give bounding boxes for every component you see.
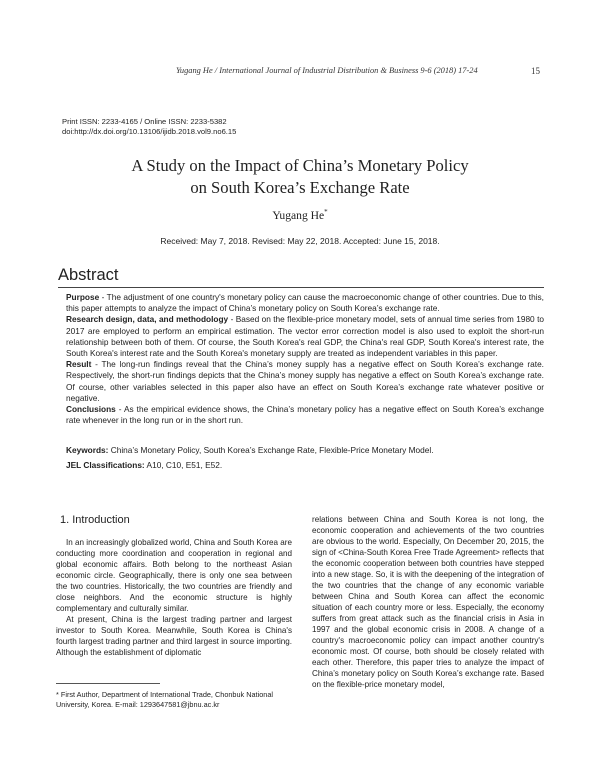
title-line-2: on South Korea’s Exchange Rate bbox=[190, 178, 410, 197]
abstract-body bbox=[66, 292, 544, 426]
design-label: Research design, data, and methodology bbox=[66, 314, 229, 325]
conclusions-text: - As the empirical evidence shows, the China’s monetary policy has a negative effect on South Korea’s exchange rate whenever in the long run or in the short run. bbox=[66, 404, 544, 426]
jel-label: JEL Classifications: bbox=[66, 460, 145, 470]
result-label: Result bbox=[66, 359, 92, 370]
jel-classifications bbox=[66, 460, 544, 471]
intro-paragraph-1: In an increasingly globalized world, China and South Korea are conducting more coordination and cooperation in regional and global economic affairs. Both belong to the northeast Asian economic circle. Geographically, there is only one sea between the two countries. Historically, the two countries are friendly and close neighbors. And the economic structure is highly complementary and culturally similar. bbox=[56, 538, 292, 613]
doi-link[interactable]: doi:http://dx.doi.org/10.13106/ijidb.2018.vol9.no6.15 bbox=[62, 127, 237, 136]
footnote-rule bbox=[56, 683, 160, 684]
right-column bbox=[312, 514, 544, 690]
conclusions-label: Conclusions bbox=[66, 404, 116, 415]
abstract-conclusions bbox=[66, 404, 544, 426]
submission-dates: Received: May 7, 2018. Revised: May 22, 2018. Accepted: June 15, 2018. bbox=[160, 236, 440, 246]
section-heading-introduction: 1. Introduction bbox=[60, 514, 130, 526]
jel-text: A10, C10, E51, E52. bbox=[144, 460, 223, 470]
author-footnote: * First Author, Department of International Trade, Chonbuk National University, Korea. E-mail: 1293647581@jbnu.ac.kr bbox=[56, 690, 273, 709]
abstract-rule bbox=[58, 287, 544, 288]
abstract-heading: Abstract bbox=[58, 266, 119, 284]
purpose-text: - The adjustment of one country's monetary policy can cause the macroeconomic change of other countries. Due to this, this paper attempts to analyze the impact of China’s monetary policy on South Korea’s exchange rate. bbox=[66, 292, 544, 314]
intro-paragraph-right: relations between China and South Korea is not long, the economic cooperation and achievements of the two countries are obvious to the world. Especially, On December 20, 2015, the sign of <China-South Korea Free Trade Agreement> reflects that the economic cooperation between both countries have stepped into a new stage. So, it is with the deepening of the integration of the two countries that the change of any economic variable between China and South Korea can affect the economic situation of each country more or less. Especially, the economy suffers from great attack such as the financial crisis in Asia in 1997 and the global economic crisis in 2008. A change of a country's macroeconomic policy can impact another country's economic most. Of course, both should be closely related with each other. Therefore, this paper tries to analyze the impact of China’s monetary policy on South Korea’s exchange rate. Based on the flexible-price monetary model, bbox=[312, 515, 544, 689]
keywords bbox=[66, 445, 544, 456]
author-name: Yugang He bbox=[272, 208, 325, 222]
abstract-design bbox=[66, 314, 544, 359]
intro-paragraph-2: At present, China is the largest trading partner and largest investor to South Korea. Meanwhile, South Korea is China's fourth largest trading partner and third largest in source importing. Although the establishment of diplomatic bbox=[56, 615, 292, 657]
author-mark: * bbox=[324, 208, 328, 216]
title-line-1: A Study on the Impact of China’s Monetary Policy bbox=[131, 156, 469, 175]
abstract-purpose bbox=[66, 292, 544, 314]
page-number: 15 bbox=[531, 66, 540, 76]
left-column bbox=[56, 537, 292, 658]
abstract-result bbox=[66, 359, 544, 404]
purpose-label: Purpose bbox=[66, 292, 100, 302]
design-text: - Based on the flexible-price monetary model, sets of annual time series from 1980 to 2017 are employed to perform an empirical estimation. The vector error correction model is also used to exploit the short-run relationship between both of them. Of course, the South Korea's real GDP, the China's real GDP, South Korea's interest rate, the South Korea's interest rate and the South Korea's monetary supply are treated as independent variables in this paper. bbox=[66, 314, 544, 359]
keywords-label: Keywords: bbox=[66, 445, 109, 455]
paper-title bbox=[60, 155, 540, 199]
issn-line: Print ISSN: 2233-4165 / Online ISSN: 2233-5382 bbox=[62, 117, 227, 126]
running-head-text: Yugang He / International Journal of Industrial Distribution & Business 9-6 (2018) 17-24 bbox=[176, 66, 478, 75]
keywords-block bbox=[66, 445, 544, 475]
keywords-text: China’s Monetary Policy, South Korea’s Exchange Rate, Flexible-Price Monetary Model. bbox=[108, 445, 434, 455]
author-line bbox=[60, 208, 540, 222]
issn-block bbox=[62, 117, 236, 137]
result-text: - The long-run findings reveal that the China’s money supply has a negative effect on South Korea’s exchange rate. Respectively, the short-run findings depicts that the China’s money supply has negative a effect on South Korea’s exchange rate. Of course, other variables selected in this paper also have an effect on South Korea’s exchange rate whatever positive or negative. bbox=[66, 359, 544, 403]
